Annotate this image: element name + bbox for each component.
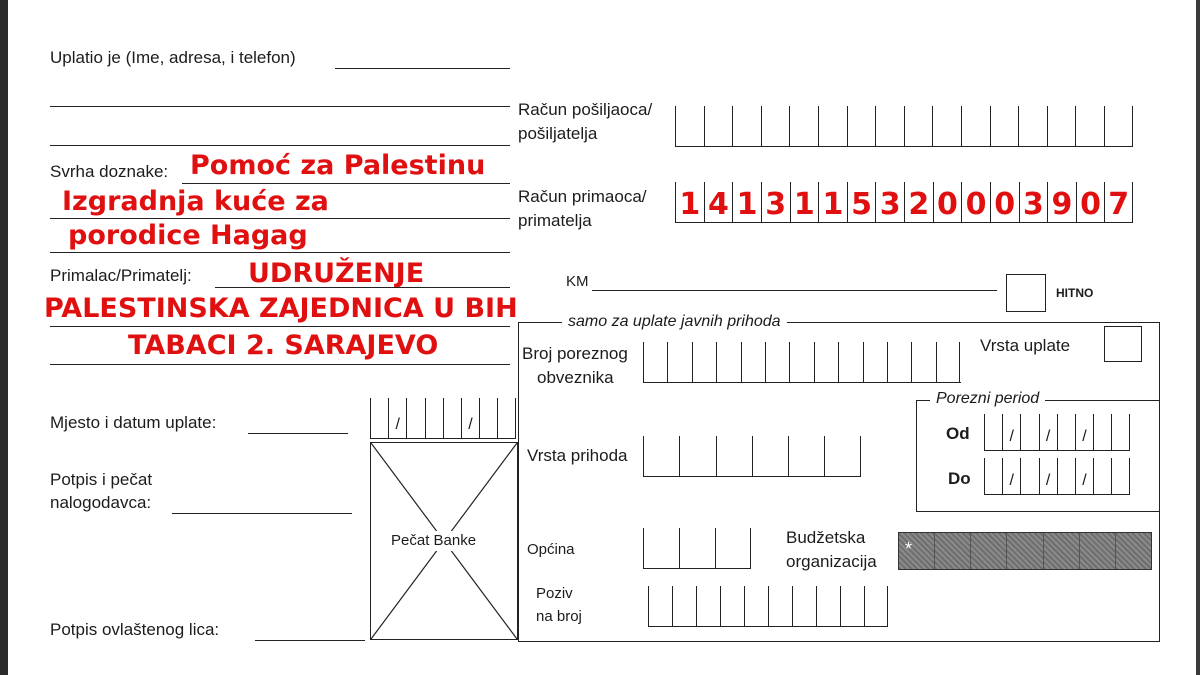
purpose-text-1: Pomoć za Palestinu	[190, 150, 486, 181]
signature-label-2: nalogodavca:	[50, 493, 152, 512]
recipient-account-digit: 0	[965, 187, 987, 222]
tax-period-from-label: Od	[946, 424, 970, 443]
recipient-account-digit: 0	[994, 187, 1016, 222]
payment-type-label: Vrsta uplate	[980, 336, 1071, 355]
km-amount-line[interactable]	[592, 290, 997, 291]
recipient-account-digit: 5	[851, 187, 872, 222]
payer-line-3	[50, 145, 510, 146]
recipient-account-digit-cell[interactable]	[675, 182, 704, 222]
recipient-account-digit: 9	[1051, 187, 1073, 222]
recipient-account-digit-cell[interactable]	[875, 182, 904, 222]
recipient-account-digit-cell[interactable]	[1047, 182, 1076, 222]
recipient-account-digit: 3	[1022, 187, 1044, 222]
urgent-checkbox[interactable]	[1006, 274, 1046, 312]
reference-boxes[interactable]	[648, 586, 888, 627]
tax-id-boxes[interactable]	[643, 342, 961, 383]
recipient-line-3	[50, 364, 510, 365]
budget-org-label-1: Budžetska	[786, 528, 866, 547]
purpose-label: Svrha doznake:	[50, 162, 169, 181]
recipient-account-digit-cell[interactable]	[847, 182, 876, 222]
recipient-account-digit: 1	[822, 187, 844, 222]
recipient-account-digit: 3	[765, 187, 787, 222]
bank-stamp-box	[370, 442, 518, 640]
signature-label-1: Potpis i pečat	[50, 470, 153, 489]
recipient-account-digit: 2	[908, 187, 930, 222]
purpose-line-2	[50, 218, 510, 219]
payer-line-1	[335, 68, 510, 69]
recipient-text-3: TABACI 2. SARAJEVO	[128, 330, 439, 361]
recipient-text-1: UDRUŽENJE	[248, 258, 425, 289]
municipality-label: Općina	[527, 541, 575, 558]
revenue-type-label: Vrsta prihoda	[527, 446, 628, 465]
payer-label: Uplatio je (Ime, adresa, i telefon)	[50, 48, 296, 67]
recipient-line-1	[215, 287, 510, 288]
authorized-signature-line[interactable]	[255, 640, 365, 641]
municipality-boxes[interactable]	[643, 528, 751, 569]
payer-line-2	[50, 106, 510, 107]
budget-marker: *	[905, 539, 913, 559]
authorized-signature-label: Potpis ovlaštenog lica:	[50, 620, 220, 639]
recipient-account-digit: 7	[1108, 187, 1130, 222]
recipient-account-digit-cell[interactable]	[961, 182, 990, 222]
recipient-account-label-1: Račun primaoca/	[518, 187, 647, 206]
sender-account-label-1: Račun pošiljaoca/	[518, 100, 653, 119]
recipient-account-digit: 1	[793, 187, 815, 222]
recipient-account-digit: 4	[708, 187, 729, 222]
purpose-text-3: porodice Hagag	[68, 220, 308, 251]
place-date-label: Mjesto i datum uplate:	[50, 413, 217, 432]
recipient-account-digit-cell[interactable]	[990, 182, 1019, 222]
signature-line[interactable]	[172, 513, 352, 514]
scan-edge-left	[0, 0, 8, 675]
budget-org-boxes[interactable]	[898, 532, 1152, 570]
recipient-line-2	[50, 326, 510, 327]
place-line[interactable]	[248, 433, 348, 434]
tax-period-to-label: Do	[948, 469, 971, 488]
tax-period-from-boxes[interactable]	[984, 414, 1130, 451]
reference-label-2: na broj	[536, 608, 582, 625]
recipient-account-digit: 0	[1080, 187, 1101, 222]
purpose-line-1	[182, 183, 510, 184]
recipient-account-digit-cell[interactable]	[1076, 182, 1105, 222]
public-revenue-title: samo za uplate javnih prihoda	[562, 313, 787, 331]
recipient-account-digit-cell[interactable]	[790, 182, 819, 222]
recipient-account-digit: 3	[879, 187, 901, 222]
budget-org-label-2: organizacija	[786, 552, 877, 571]
km-label: KM	[566, 273, 589, 290]
recipient-account-digit-cell[interactable]	[732, 182, 761, 222]
sender-account-label-2: pošiljatelja	[518, 124, 598, 143]
recipient-account-digit-cell[interactable]	[933, 182, 962, 222]
recipient-account-digit: 1	[736, 187, 758, 222]
recipient-account-digit-cell[interactable]	[818, 182, 847, 222]
bank-stamp-label: Pečat Banke	[391, 532, 477, 549]
revenue-type-boxes[interactable]	[643, 436, 861, 477]
recipient-account-digit-cell[interactable]	[1019, 182, 1048, 222]
purpose-line-3	[50, 252, 510, 253]
payment-type-box[interactable]	[1104, 326, 1142, 362]
tax-id-label-2: obveznika	[537, 368, 614, 387]
recipient-text-2: PALESTINSKA ZAJEDNICA U BIH	[44, 293, 518, 324]
tax-period-title: Porezni period	[930, 390, 1045, 408]
recipient-account-label-2: primatelja	[518, 211, 592, 230]
reference-label-1: Poziv	[536, 585, 573, 602]
sender-account-boxes[interactable]	[675, 106, 1133, 147]
scan-edge-right	[1196, 0, 1200, 675]
tax-id-label-1: Broj poreznog	[522, 344, 628, 363]
tax-period-to-boxes[interactable]	[984, 458, 1130, 495]
recipient-label: Primalac/Primatelj:	[50, 266, 192, 285]
recipient-account-digit-cell[interactable]	[761, 182, 790, 222]
recipient-account-digit-cell[interactable]	[704, 182, 733, 222]
recipient-account-digit: 1	[679, 187, 701, 222]
recipient-account-digit-cell[interactable]	[1104, 182, 1133, 222]
recipient-account-boxes[interactable]	[675, 182, 1133, 223]
urgent-label: HITNO	[1056, 286, 1094, 300]
date-boxes[interactable]	[370, 398, 516, 439]
recipient-account-digit: 0	[937, 187, 958, 222]
purpose-text-2: Izgradnja kuće za	[62, 186, 329, 217]
recipient-account-digit-cell[interactable]	[904, 182, 933, 222]
